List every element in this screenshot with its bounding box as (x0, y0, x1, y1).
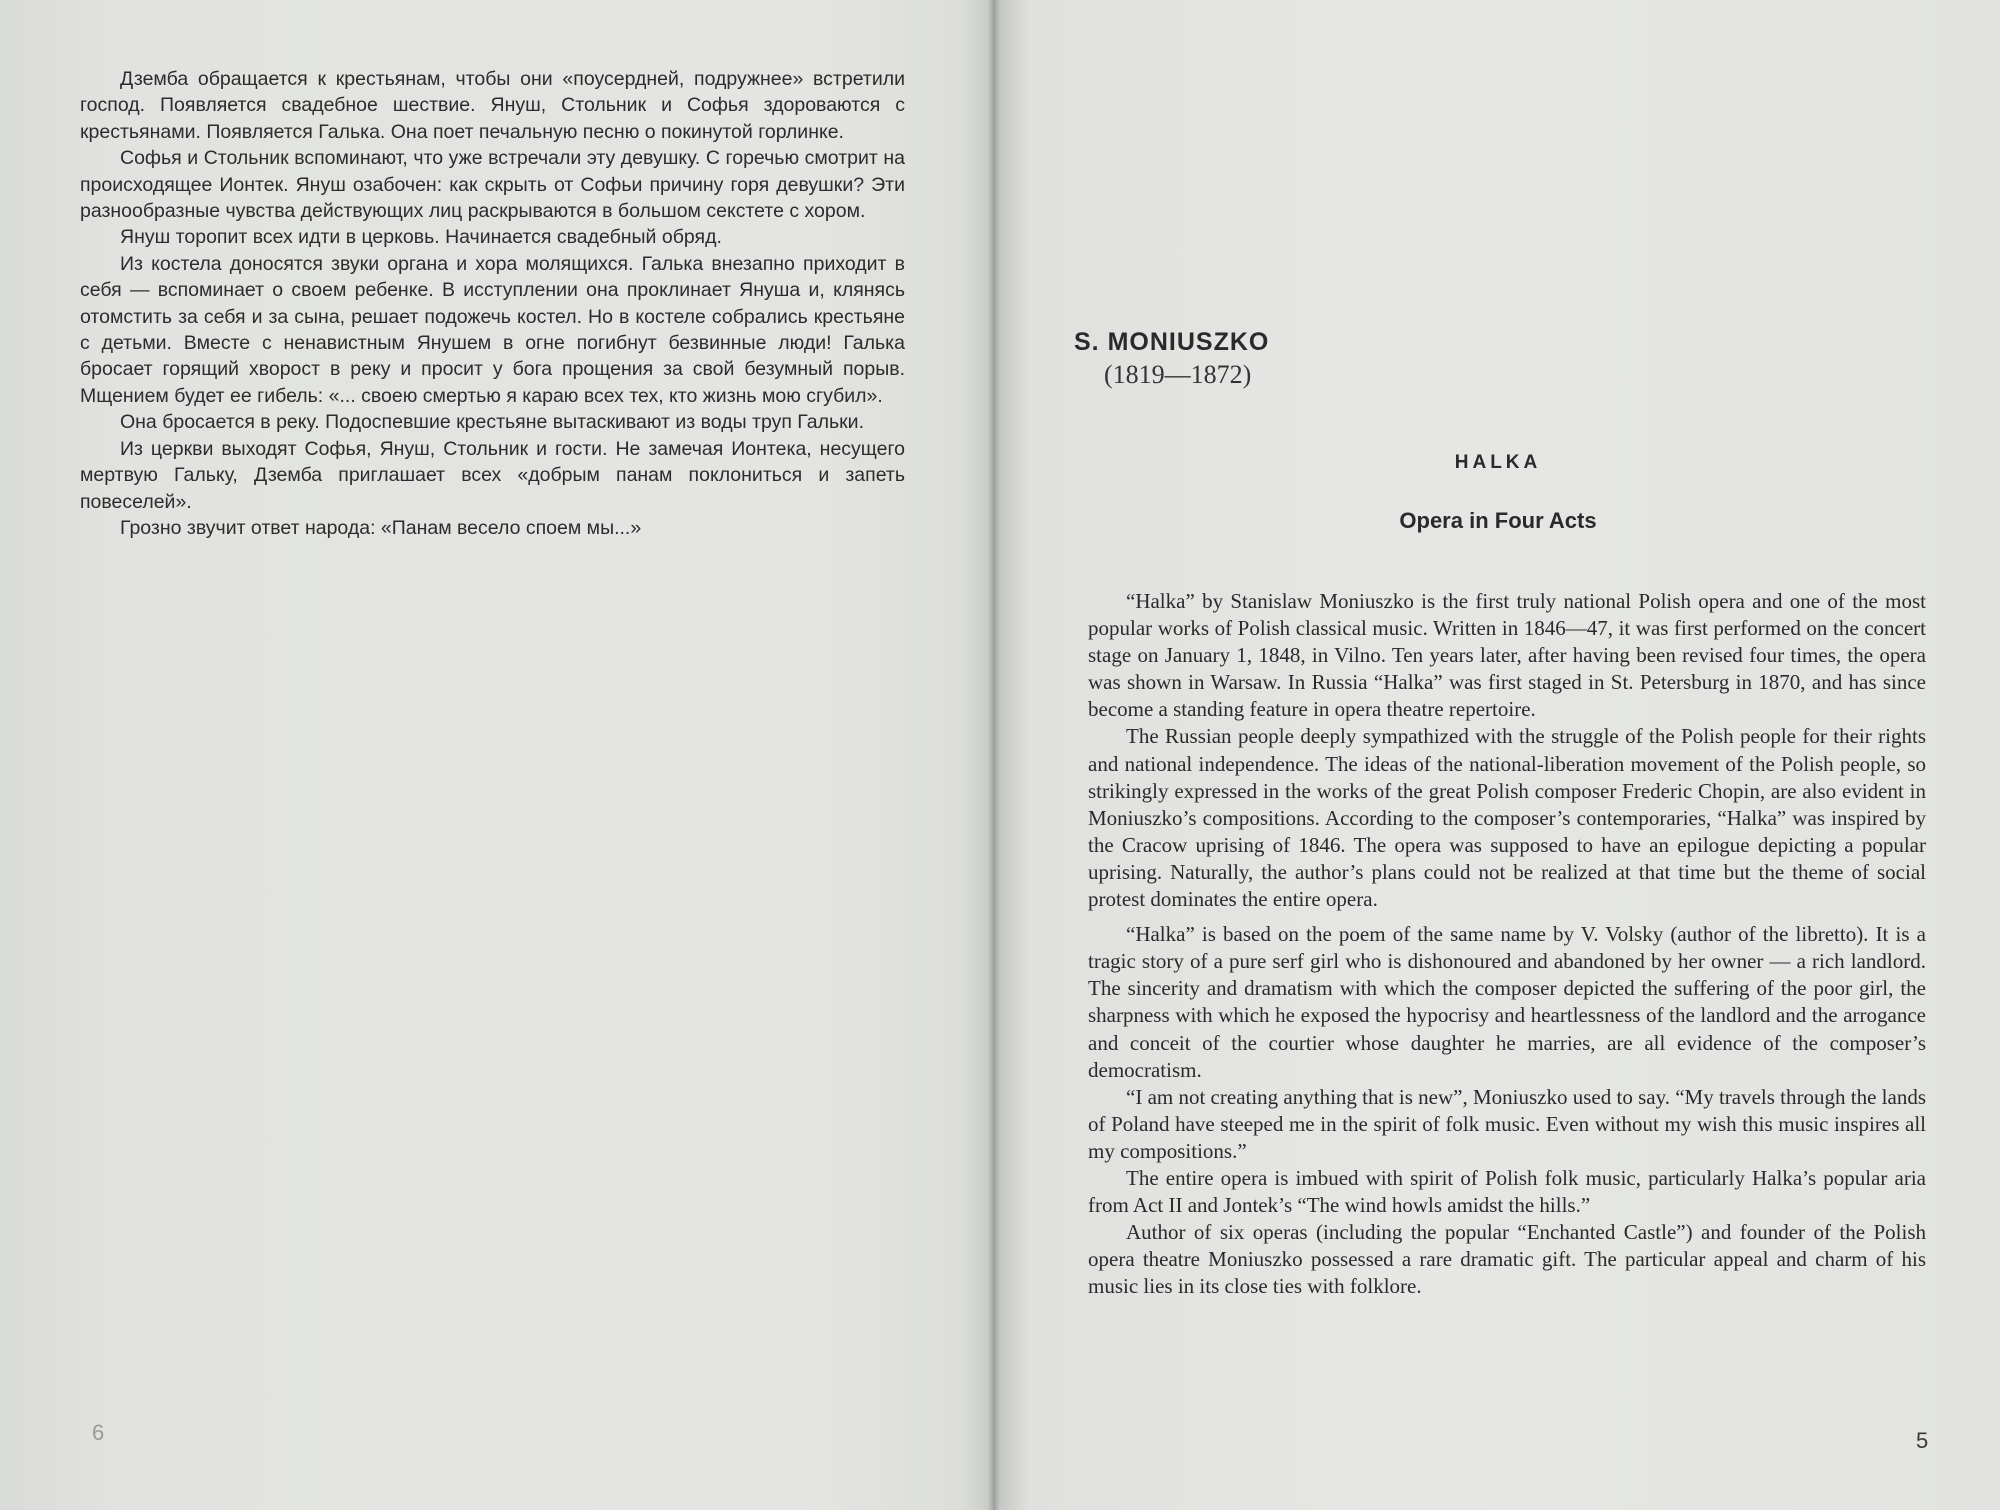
right-page (996, 0, 2000, 1510)
en-paragraph-5: The entire opera is imbued with spirit of Polish folk music, particularly Halka’s popular aria from Act II and Jontek’s “The wind howls amidst the hills.” (1088, 1165, 1926, 1218)
opera-title: HALKA (1454, 452, 1542, 473)
english-introduction (1088, 588, 1926, 1300)
opera-subtitle: Opera in Four Acts (1399, 508, 1597, 533)
ru-paragraph-6: Из церкви выходят Софья, Януш, Стольник и гости. Не замечая Ионтека, несущего мертвую Гальку, Дземба приглашает всех «добрым панам поклониться и запеть повеселей». (80, 437, 905, 513)
ru-paragraph-4: Из костела доносятся звуки органа и хора молящихся. Галька внезапно приходит в себя — вспоминает о своем ребенке. В исступлении она проклинает Януша и, клянясь отомстить за себя и за сына, решает подожечь костел. Но в костеле собрались крестьяне с детьми. Вместе с ненавистным Янушем в огне погибнут безвинные люди! Галька бросает горящий хворост в реку и просит у бога прощения за свой безумный порыв. Мщением будет ее гибель: «... своею смертью я караю всех тех, кто жизнь мою сгубил». (80, 252, 905, 407)
left-page (0, 0, 990, 1510)
composer-name: S. MONIUSZKO (1074, 328, 1270, 356)
en-paragraph-4: “I am not creating anything that is new”, Moniuszko used to say. “My travels through the lands of Poland have steeped me in the spirit of folk music. Even without my wish this music inspires all my compositions.” (1088, 1084, 1926, 1163)
ru-paragraph-1: Дземба обращается к крестьянам, чтобы они «поусердней, подружнее» встретили господ. Появляется свадебное шествие. Януш, Стольник и Софья здороваются с крестьянами. Появляется Галька. Она поет печальную песню о покинутой горлинке. (80, 68, 905, 143)
ru-paragraph-5: Она бросается в реку. Подоспевшие крестьяне вытаскивают из воды труп Гальки. (120, 411, 864, 434)
right-page-number: 5 (1916, 1428, 1929, 1453)
russian-synopsis (80, 66, 905, 541)
ru-paragraph-7: Грозно звучит ответ народа: «Панам весело споем мы...» (120, 516, 642, 539)
en-paragraph-3: “Halka” is based on the poem of the same name by V. Volsky (author of the libretto). It is a tragic story of a pure serf girl who is dishonoured and abandoned by her owner — a rich landlord. The sincerity and dramatism with which the composer depicted the suffering of the poor girl, the sharpness with which he exposed the hypocrisy and heartlessness of the landlord and the arrogance and conceit of the courtier whose daughter he marries, are all evidence of the composer’s democratism. (1088, 922, 1926, 1082)
composer-years: (1819—1872) (1104, 360, 1252, 389)
ru-paragraph-3: Януш торопит всех идти в церковь. Начинается свадебный обряд. (120, 226, 722, 249)
left-page-number: 6 (92, 1420, 105, 1445)
en-paragraph-1: “Halka” by Stanislaw Moniuszko is the first truly national Polish opera and one of the most popular works of Polish classical music. Written in 1846—47, it was first performed on the concert stage on January 1, 1848, in Vilno. Ten years later, after having been revised four times, the opera was shown in Warsaw. In Russia “Halka” was first staged in St. Petersburg in 1870, and has since become a standing feature in opera theatre repertoire. (1088, 589, 1926, 722)
ru-paragraph-2: Софья и Стольник вспоминают, что уже встречали эту девушку. С горечью смотрит на происходящее Ионтек. Януш озабочен: как скрыть от Софьи причину горя девушки? Эти разнообразные чувства действующих лиц раскрываются в большом секстете с хором. (80, 147, 905, 223)
en-paragraph-2: The Russian people deeply sympathized with the struggle of the Polish people for their rights and national independence. The ideas of the national-liberation movement of the Polish people, so strikingly expressed in the works of the great Polish composer Frederic Chopin, are also evident in Moniuszko’s compositions. According to the composer’s contemporaries, “Halka” was inspired by the Cracow uprising of 1846. The opera was supposed to have an epilogue depicting a popular uprising. Naturally, the author’s plans could not be realized at that time but the theme of social protest dominates the entire opera. (1088, 724, 1926, 912)
en-paragraph-6: Author of six operas (including the popular “Enchanted Castle”) and founder of the Polish opera theatre Moniuszko possessed a rare dramatic gift. The particular appeal and charm of his music lies in its close ties with folklore. (1088, 1220, 1926, 1299)
